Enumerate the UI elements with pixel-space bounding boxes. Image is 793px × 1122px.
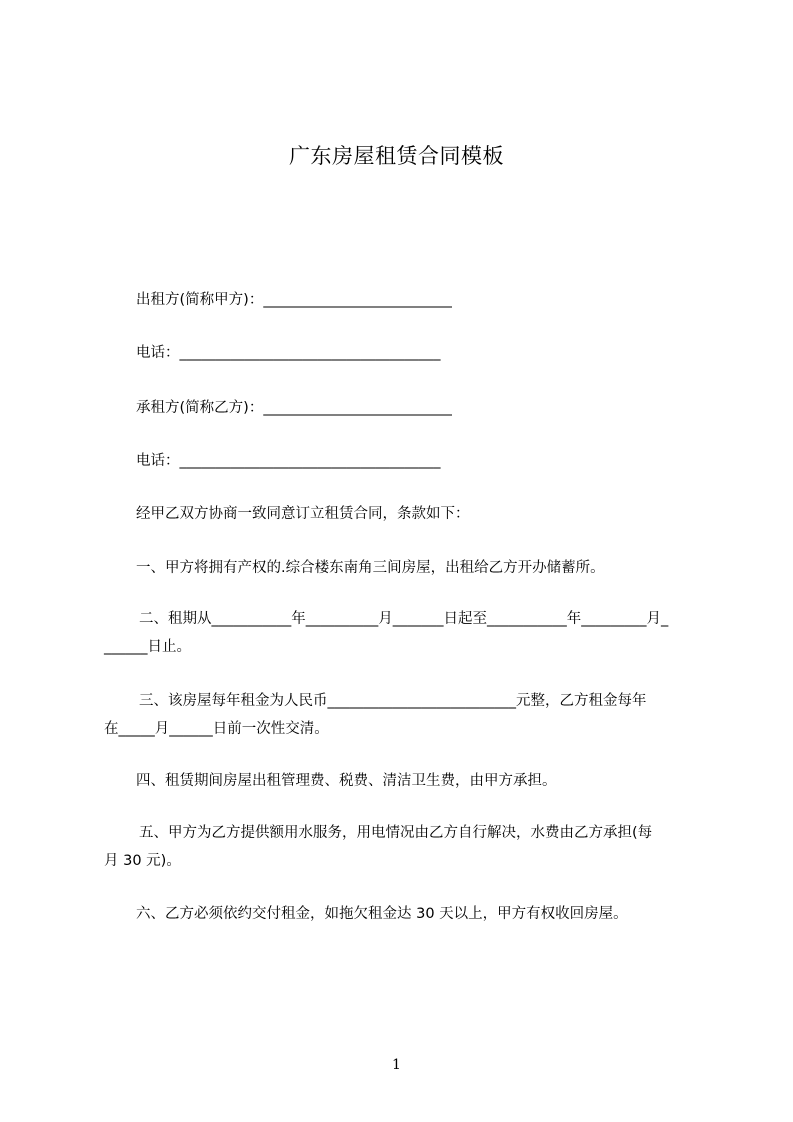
lessor-phone-line: 电话：____________________________________ — [136, 345, 441, 361]
lessee-line: 承租方(简称乙方)：__________________________ — [136, 400, 452, 416]
clause-3-line-1: 三、该房屋每年租金为人民币__________________________元整，乙方租金每年 — [139, 693, 647, 709]
contract-intro: 经甲乙双方协商一致同意订立租赁合同，条款如下： — [136, 506, 470, 522]
clause-6: 六、乙方必须依约交付租金，如拖欠租金达 30 天以上，甲方有权收回房屋。 — [136, 906, 628, 922]
page-number: 1 — [392, 1057, 401, 1073]
clause-3-line-2: 在_____月______日前一次性交清。 — [104, 721, 329, 737]
clause-2-line-2: ______日止。 — [104, 639, 191, 655]
clause-5-line-2: 月 30 元)。 — [104, 853, 181, 869]
clause-2-line-1: 二、租期从___________年__________月_______日起至___________年_________月_ — [139, 611, 669, 627]
lessee-phone-line: 电话：____________________________________ — [136, 453, 441, 469]
document-title: 广东房屋租赁合同模板 — [289, 144, 504, 168]
lessor-line: 出租方(简称甲方)：__________________________ — [136, 292, 452, 308]
clause-4: 四、租赁期间房屋出租管理费、税费、清洁卫生费，由甲方承担。 — [136, 773, 557, 789]
clause-5-line-1: 五、甲方为乙方提供额用水服务，用电情况由乙方自行解决，水费由乙方承担(每 — [139, 825, 653, 841]
clause-1: 一、甲方将拥有产权的.综合楼东南角三间房屋，出租给乙方开办储蓄所。 — [136, 560, 605, 576]
